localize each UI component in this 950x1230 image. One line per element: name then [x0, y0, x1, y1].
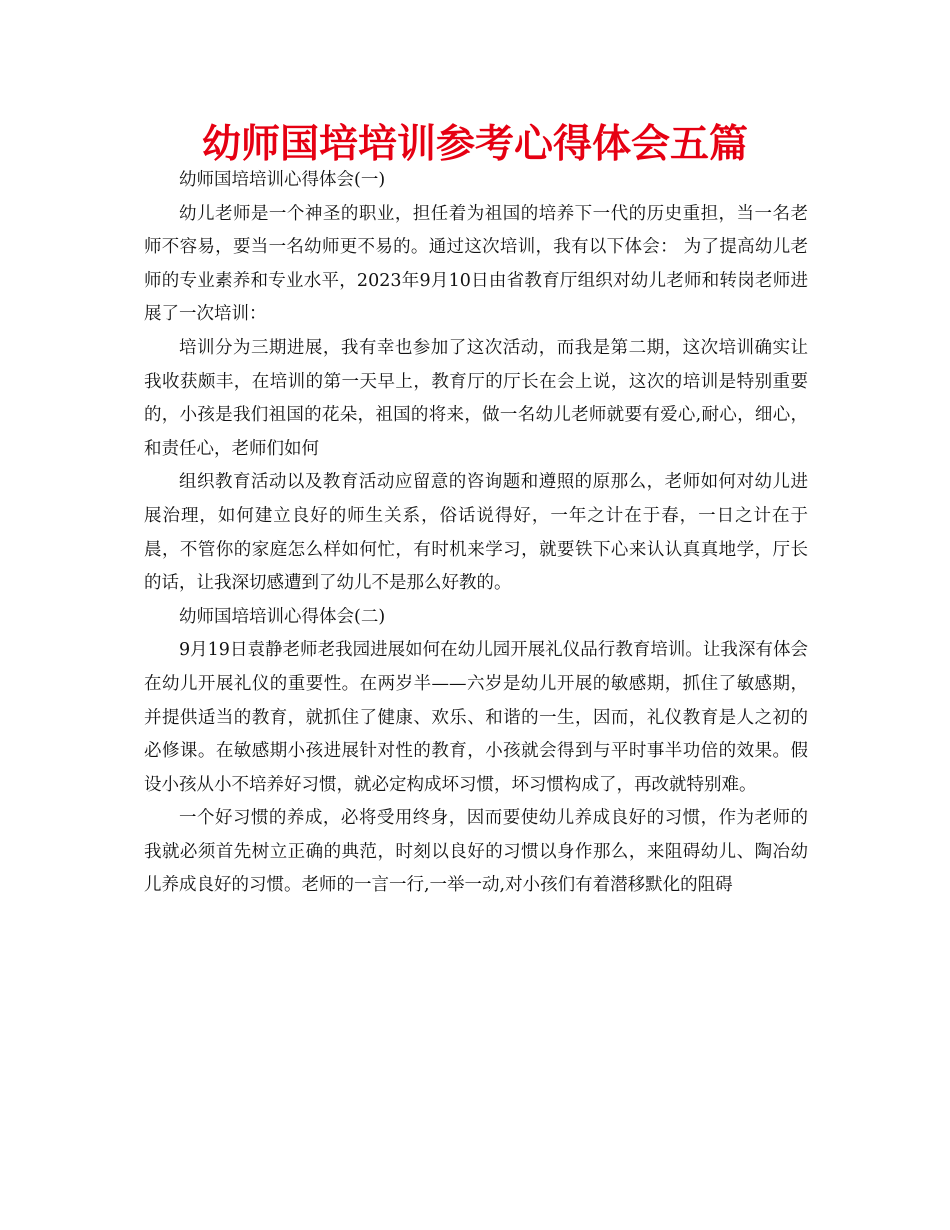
- section-heading-1: 幼师国培培训心得体会(一): [179, 170, 386, 190]
- paragraph: 幼儿老师是一个神圣的职业，担任着为祖国的培养下一代的历史重担，当一名老师不容易，要当一名幼师更不易的。通过这次培训，我有以下体会： 为了提高幼儿老师的专业素养和专业水平，2023年9月10日由省教育厅组织对幼儿老师和转岗老师进展了一次培训：: [144, 203, 808, 325]
- paragraph: 培训分为三期进展，我有幸也参加了这次活动，而我是第二期，这次培训确实让我收获颇丰，在培训的第一天早上，教育厅的厅长在会上说，这次的培训是特别重要的，小孩是我们祖国的花朵，祖国的将来，做一名幼儿老师就要有爱心,耐心，细心，和责任心，老师们如何: [144, 337, 808, 459]
- document-title: 幼师国培培训参考心得体会五篇: [201, 121, 748, 167]
- paragraph: 一个好习惯的养成，必将受用终身，因而要使幼儿养成良好的习惯，作为老师的我就必须首先树立正确的典范，时刻以良好的习惯以身作那么，来阻碍幼儿、陶冶幼儿养成良好的习惯。老师的一言一行,一举一动,对小孩们有着潜移默化的阻碍: [144, 808, 808, 896]
- section-heading-2: 幼师国培培训心得体会(二): [179, 606, 386, 627]
- paragraph: 组织教育活动以及教育活动应留意的咨询题和遵照的原那么，老师如何对幼儿进展治理，如何建立良好的师生关系，俗话说得好，一年之计在于春，一日之计在于晨，不管你的家庭怎么样如何忙，有时机来学习，就要铁下心来认认真真地学，厅长的话，让我深切感遭到了幼儿不是那么好教的。: [144, 472, 808, 594]
- paragraph: 9月19日袁静老师老我园进展如何在幼儿园开展礼仪品行教育培训。让我深有体会在幼儿开展礼仪的重要性。在两岁半——六岁是幼儿开展的敏感期，抓住了敏感期，并提供适当的教育，就抓住了健康、欢乐、和谐的一生，因而，礼仪教育是人之初的必修课。在敏感期小孩进展针对性的教育，小孩就会得到与平时事半功倍的效果。假设小孩从小不培养好习惯，就必定构成坏习惯，坏习惯构成了，再改就特别难。: [144, 640, 808, 795]
- document-body: [144, 164, 808, 903]
